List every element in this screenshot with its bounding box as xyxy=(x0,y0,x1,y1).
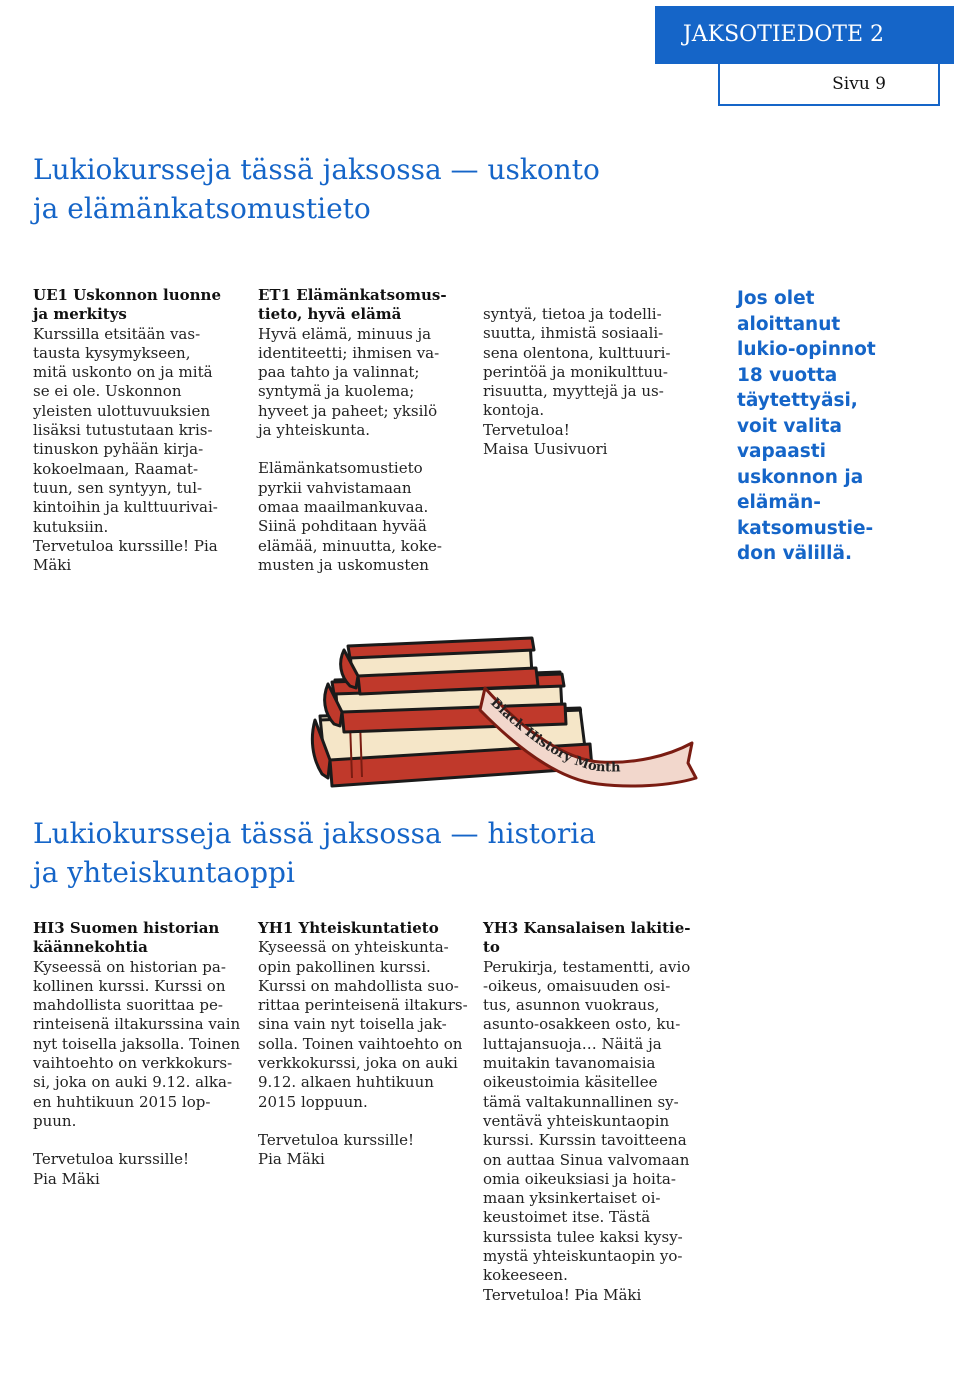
course-heading: YH1 Yhteiskuntatieto xyxy=(258,919,439,937)
course-description: Kyseessä on historian pa- kollinen kurssi. Kurssi on mahdollista suorittaa pe- rinteisenä iltakurssina vain nyt toisella jaksolla. Toinen vaihtoehto on verkkokurs- si, joka on auki 9.12. alka- en huhtikuun 2015 lop- puun. xyxy=(33,957,241,1130)
section-title-religion xyxy=(33,150,600,228)
course-ue1 xyxy=(33,286,243,575)
page-number: Sivu 9 xyxy=(718,64,940,106)
section-title-line: ja yhteiskuntaoppi xyxy=(33,856,295,889)
course-description: Hyvä elämä, minuus ja identiteetti; ihmisen va- paa tahto ja valinnat; syntymä ja kuolema; hyveet ja paheet; yksilö ja yhteiskunta. xyxy=(258,324,440,440)
course-description: Perukirja, testamentti, avio -oikeus, omaisuuden osi- tus, asunnon vuokraus, asunto-osakkeen osto, ku- luttajansuoja… Näitä ja muitakin tavanomaisia oikeustoimia käsitellee tämä valtakunnallinen sy- ventävä yhteiskuntaopin kurssi. Kurssin tavoitteena on auttaa Sinua valvomaan omia oikeuksiasi ja hoita- maan yksinkertaiset oi- keustoimet itse. Tästä kurssista tulee kaksi kysy- mystä yhteiskuntaopin yo- kokeeseen. Tervetuloa! Pia Mäki xyxy=(483,957,691,1304)
course-yh1 xyxy=(258,919,473,1170)
course-heading: ET1 Elämänkatsomus- tieto, hyvä elämä xyxy=(258,286,447,324)
course-description: Kurssilla etsitään vas- tausta kysymykseen, mitä uskonto on ja mitä se ei ole. Uskonnon yleisten ulottuvuuksien lisäksi tutustutaan kris- tinuskon pyhään kirja- kokoelmaan, Raamat- tuun, sen syntyyn, tul- kintoihin ja kulttuurivai- kutuksiin. Tervetuloa kurssille! Pia Mäki xyxy=(33,324,218,575)
course-description: syntyä, tietoa ja todelli- suutta, ihmistä sosiaali- sena olentona, kulttuuri- perintöä ja monikulttuu- risuutta, myyttejä ja us- kontoja. Tervetuloa! Maisa Uusivuori xyxy=(483,305,671,459)
course-et1-continued xyxy=(483,305,698,459)
section-title-line: ja elämänkatsomustieto xyxy=(33,192,371,225)
section-title-history xyxy=(33,814,596,892)
course-hi3 xyxy=(33,919,248,1189)
course-heading: UE1 Uskonnon luonne ja merkitys xyxy=(33,286,222,324)
newsletter-title: JAKSOTIEDOTE 2 xyxy=(682,22,884,47)
book-top xyxy=(341,638,538,694)
course-description: Elämänkatsomustieto pyrkii vahvistamaan omaa maailmankuvaa. Siinä pohditaan hyvää elämää, minuutta, koke- musten ja uskomusten xyxy=(258,459,442,574)
callout-note: Jos olet aloittanut lukio-opinnot 18 vuotta täytettyäsi, voit valita vapaasti uskonnon ja elämän- katsomustie- don välillä. xyxy=(737,288,876,564)
header-bar xyxy=(655,6,954,64)
course-et1 xyxy=(258,286,473,575)
books-illustration xyxy=(300,628,700,798)
course-description: Kyseessä on yhteiskunta- opin pakollinen kurssi. Kurssi on mahdollista suo- rittaa perinteisenä iltakurs- sina vain nyt toisella jak- solla. Toinen vaihtoehto on verkkokurssi, joka on auki 9.12. alkaen huhtikuun 2015 loppuun. xyxy=(258,938,468,1111)
course-yh3 xyxy=(483,919,708,1305)
section-title-line: Lukiokursseja tässä jaksossa — uskonto xyxy=(33,153,600,186)
course-closing: Tervetuloa kurssille! Pia Mäki xyxy=(33,1150,190,1188)
section-title-line: Lukiokursseja tässä jaksossa — historia xyxy=(33,817,596,850)
course-heading: HI3 Suomen historian käännekohtia xyxy=(33,919,220,957)
course-closing: Tervetuloa kurssille! Pia Mäki xyxy=(258,1130,415,1169)
course-heading: YH3 Kansalaisen lakitie- to xyxy=(483,919,691,957)
ribbon-label: Black History Month xyxy=(487,695,621,776)
